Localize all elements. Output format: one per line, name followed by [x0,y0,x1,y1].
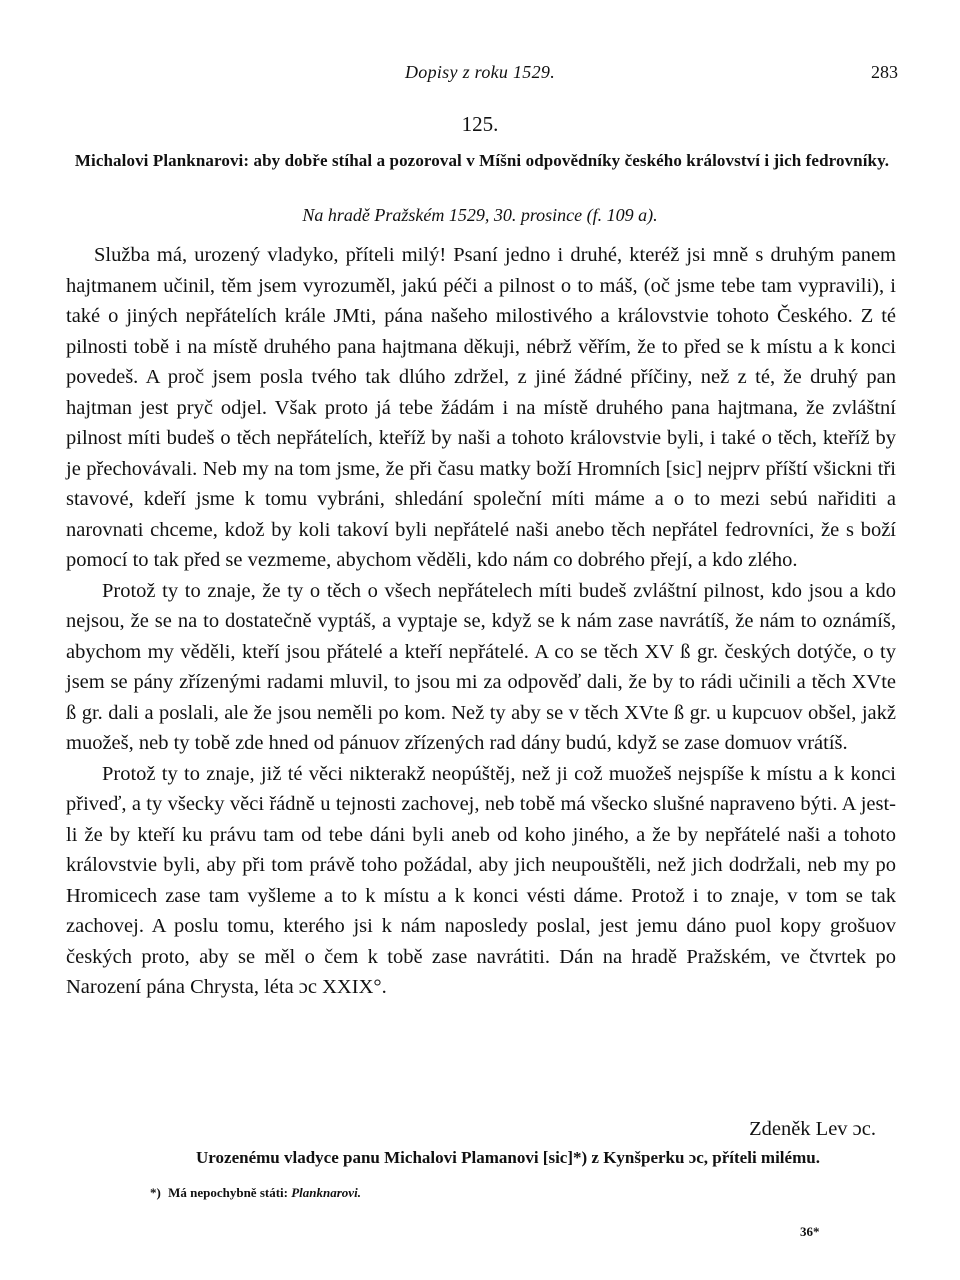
printer-signature-mark: 36* [800,1224,820,1239]
footnote [150,1185,361,1201]
running-head [62,62,898,86]
running-head-title: Dopisy z roku 1529. [404,62,556,82]
letter-body [66,240,896,1003]
page-number: 283 [871,62,898,82]
dateline: Na hradě Pražském 1529, 30. prosince (f. 109 a). [302,205,658,225]
footnote-correction: Planknarovi. [291,1185,361,1200]
paragraph-2: Protož ty to znaje, že ty o těch o všech nepřátelech míti budeš zvláštní pilnost, kdo jsou a kdo nejsou, že se na to dostatečně vyptáš, a vyptaje se, když se k nám zase navrátíš, že nám to oznámíš, abychom my věděli, kteří jsou přátelé a kteří nepřátelé. A co se těch XV ß gr. českých dotýče, o ty jsem se pány zřízenými radami mluvil, to jsou mi za odpověď dali, že by to rádi učinili a těch XVte ß gr. dali a poslali, ale že jsou neměli po kom. Než ty aby se v těch XVte ß gr. u kupcuov obšel, jakž muožeš, neb ty tobě zde hned od pánuov zřízených rad dány budú, když se zase domuov vrátíš. [66,579,896,754]
document-number: 125. [461,112,499,136]
footnote-text: Má nepochybně státi: [168,1185,288,1200]
footnote-mark: *) [150,1185,161,1200]
paragraph-1: Služba má, urozený vladyko, příteli milý! Psaní jedno i druhé, kteréž jsi mně s druhým panem hajtmanem učinil, těm jsem vyrozuměl, jakú péči a pilnost o to máš, (oč jsme tebe tam vypravili), i také o jiných nepřátelích krále JMti, pána našeho milostivého a královstvie tohoto Českého. Z té pilnosti tobě i na místě druhého pana hajtmana děkuji, nébrž věřím, že to před se k místu a k konci povedeš. A proč jsem posla tvého tak dlúho zdržel, z jiné žádné příčiny, než z té, že druhý pan hajtman jest pryč odjel. Však proto já tebe žádám i na místě druhého pana hajtmana, že zvláštní pilnost míti budeš o těch nepřátelích, kteříž by naši a tohoto královstvie byli, i také o těch, kteříž by je přechovávali. Neb my na tom jsme, že při času matky boží Hromních [sic] nejprv příští všickni tři stavové, kdeří jsme k tomu vybráni, shledání společní míti máme a o to mezi sebú nařiditi a narovnati chceme, kdož by koli takoví byli nepřátelé naši anebo těch nepřátel fedrovníci, že s boží pomocí to tak před se vezmeme, abychom věděli, kdo nám co dobrého přejí, a kdo zlého. [66,244,896,571]
address-line: Urozenému vladyce panu Michalovi Plamanovi [sic]*) z Kynšperku ɔc, příteli milému. [196,1148,820,1167]
letter-heading: Michalovi Planknarovi: aby dobře stíhal a pozoroval v Míšni odpovědníky českého království i jich fedrovníky. [74,151,890,170]
signature: Zdeněk Lev ɔc. [749,1118,876,1140]
paragraph-3: Protož ty to znaje, již té věci nikterakž neopúštěj, než ji což muožeš nejspíše k místu a k konci přiveď, a ty všecky věci řádně u tejnosti zachovej, neb tobě má všecko slušné napraveno býti. A jest-li že by kteří ku právu tam od tebe dáni byli aneb od koho jiného, a že by nepřátelé naši a tohoto královstvie byli, aby při tom právě toho požádal, aby jich neupouštěli, než jich dodržali, neb my po Hromicech zase tam vyšleme a to k místu a k konci vésti dáme. Protož i to znaje, v tom se tak zachovej. A poslu tomu, kterého jsi k nám naposledy poslal, jest jemu dáno puol kopy grošuov českých proto, aby se měl o čem k tobě zase navrátiti. Dán na hradě Pražském, ve čtvrtek po Narození pána Chrysta, léta ɔc XXIX°. [66,762,896,998]
